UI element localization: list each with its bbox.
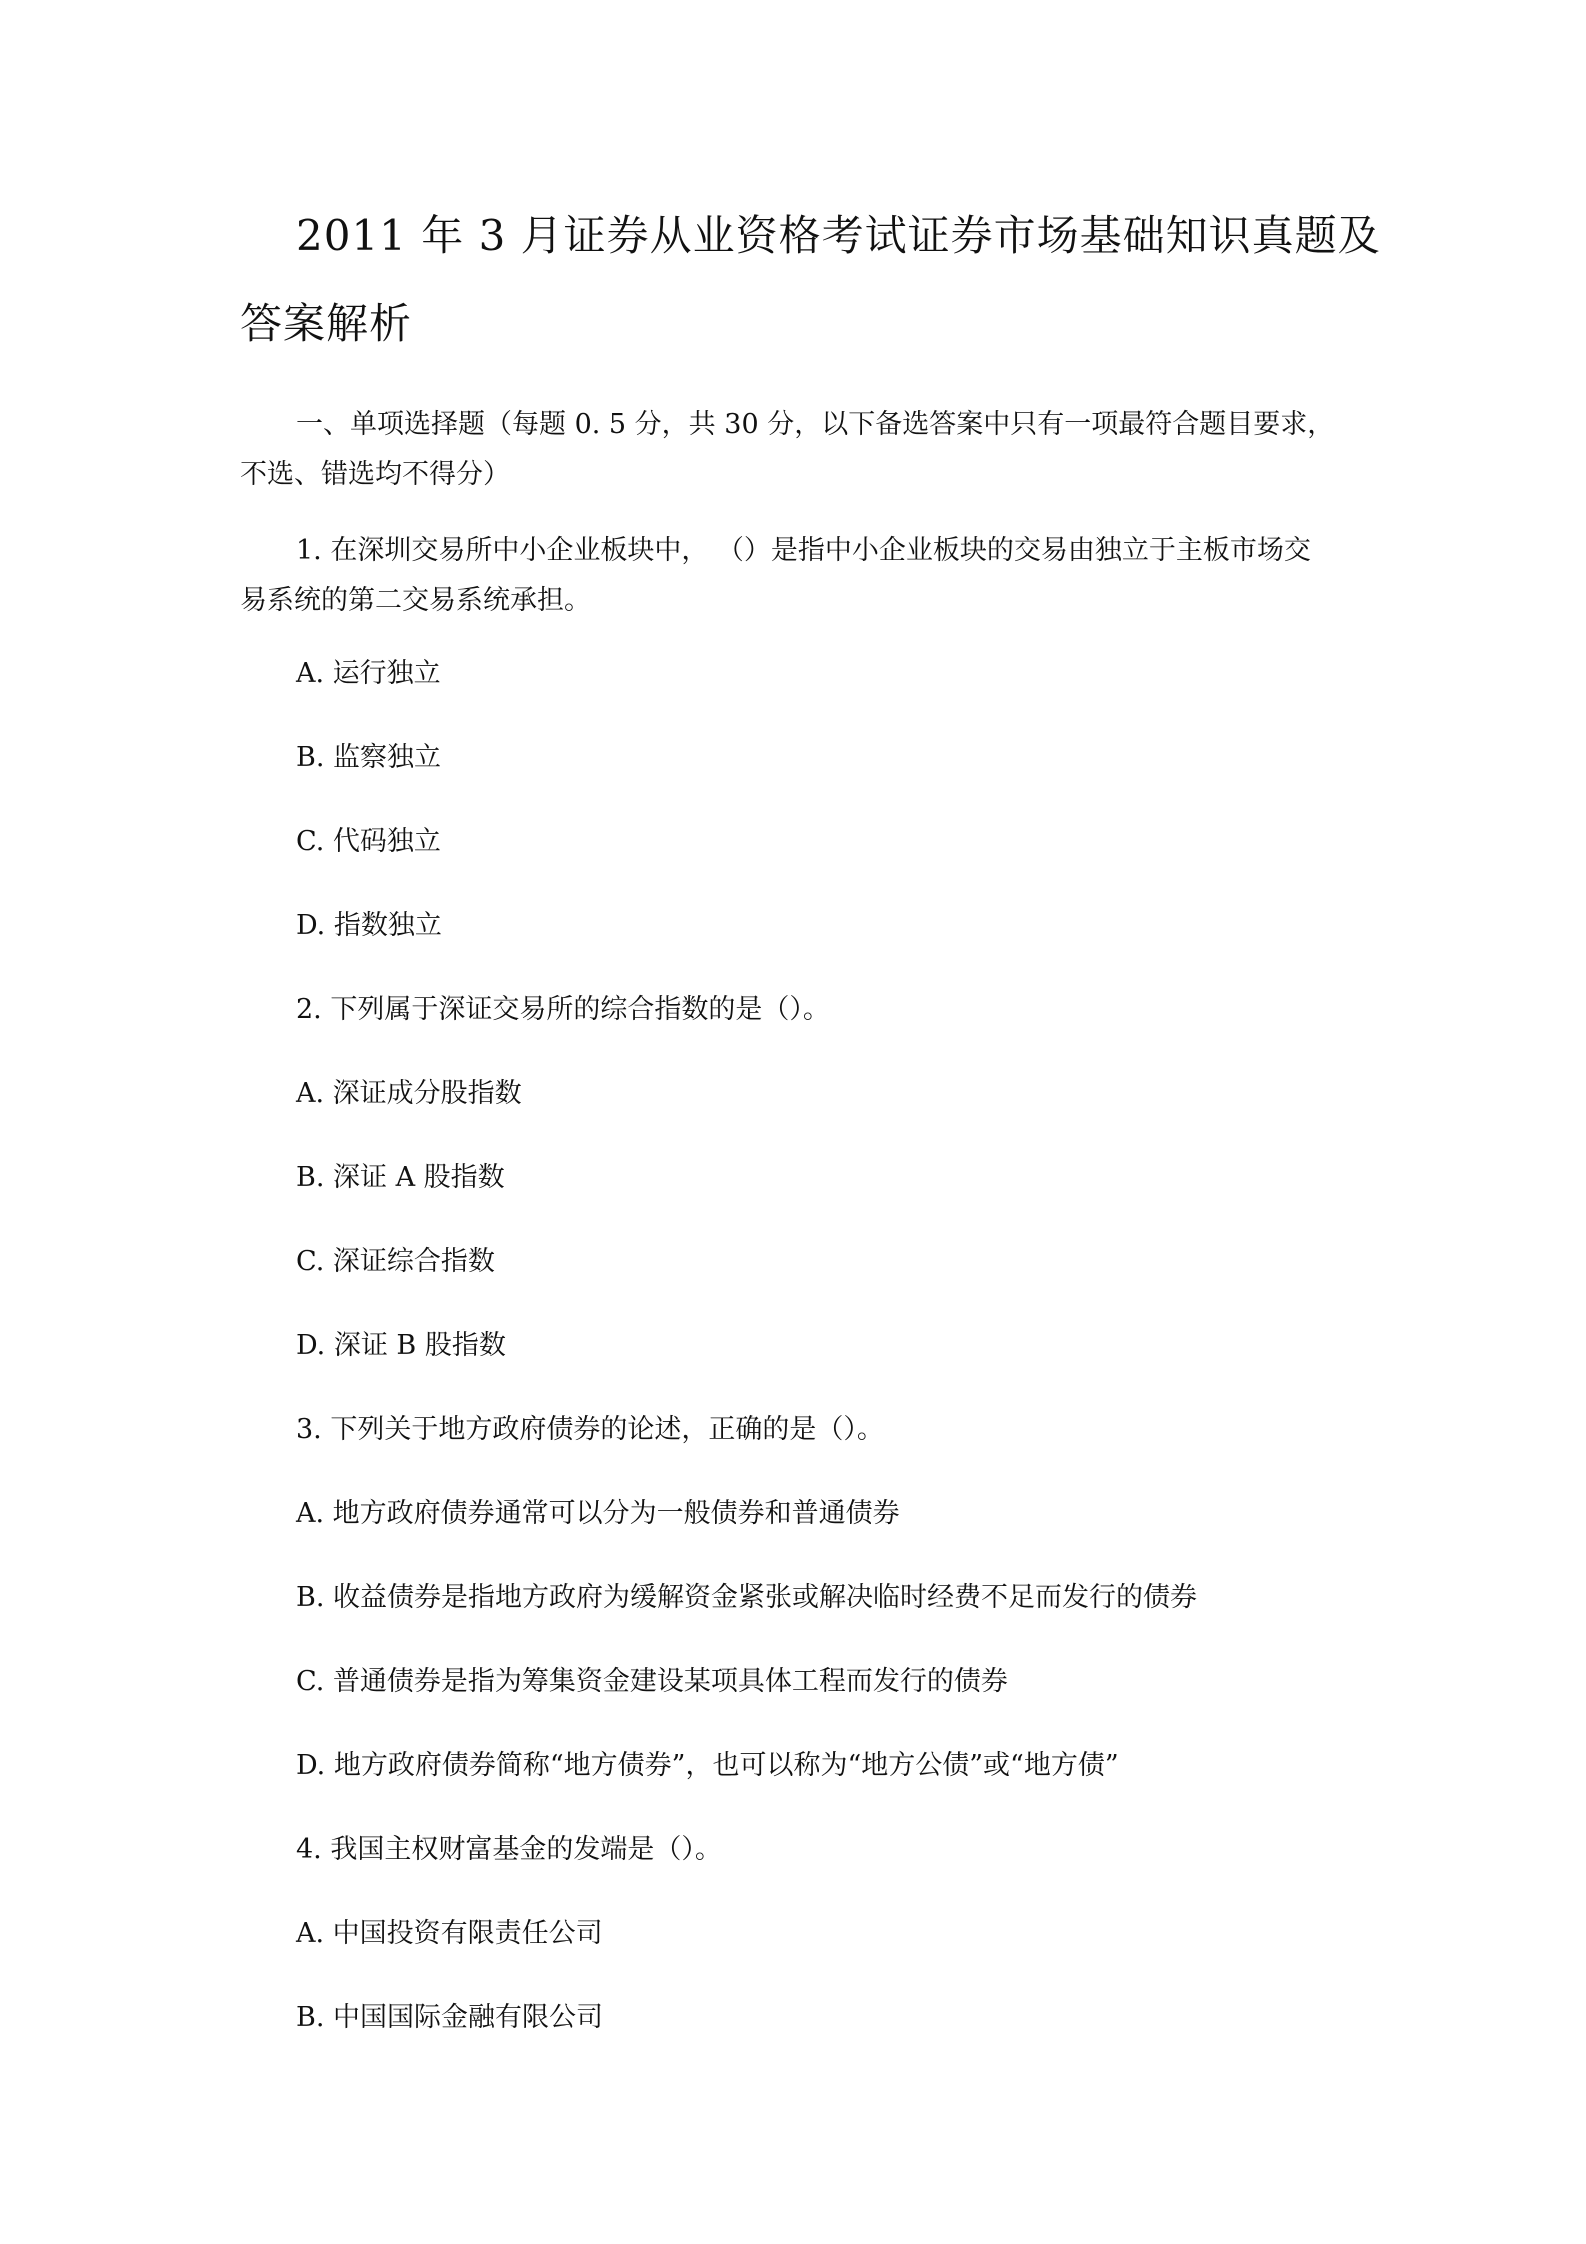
- question-4-option-b: B. 中国国际金融有限公司: [296, 2002, 604, 2033]
- title-line-1: 2011 年 3 月证券从业资格考试证券市场基础知识真题及: [296, 211, 1381, 260]
- question-1-option-a: A. 运行独立: [296, 658, 441, 689]
- question-1-option-c: C. 代码独立: [296, 826, 441, 857]
- question-4-stem: 4. 我国主权财富基金的发端是（）。: [296, 1834, 722, 1865]
- question-3-option-c: C. 普通债券是指为筹集资金建设某项具体工程而发行的债券: [296, 1666, 1008, 1697]
- document-title: [240, 192, 1381, 368]
- question-2-option-b: B. 深证 A 股指数: [296, 1162, 505, 1193]
- question-1-stem-line-1: 1. 在深圳交易所中小企业板块中， （）是指中小企业板块的交易由独立于主板市场交: [296, 535, 1311, 566]
- question-2-option-d: D. 深证 B 股指数: [296, 1330, 506, 1361]
- section-heading-line-1: 一、单项选择题（每题 0. 5 分，共 30 分，以下备选答案中只有一项最符合题目要求，: [296, 409, 1335, 440]
- question-3-option-d: D. 地方政府债券简称“地方债券”，也可以称为“地方公债”或“地方债”: [296, 1750, 1119, 1781]
- section-heading-line-2: 不选、错选均不得分）: [240, 459, 510, 490]
- question-1-stem-line-2: 易系统的第二交易系统承担。: [240, 585, 591, 616]
- question-3-option-a: A. 地方政府债券通常可以分为一般债券和普通债券: [296, 1498, 900, 1529]
- question-4-option-a: A. 中国投资有限责任公司: [296, 1918, 603, 1949]
- title-line-2: 答案解析: [240, 299, 413, 348]
- question-2-option-c: C. 深证综合指数: [296, 1246, 495, 1277]
- question-2-option-a: A. 深证成分股指数: [296, 1078, 522, 1109]
- question-1-option-b: B. 监察独立: [296, 742, 442, 773]
- question-2-stem: 2. 下列属于深证交易所的综合指数的是（）。: [296, 994, 830, 1025]
- section-heading: [240, 400, 1360, 500]
- question-3-option-b: B. 收益债券是指地方政府为缓解资金紧张或解决临时经费不足而发行的债券: [296, 1582, 1198, 1613]
- question-1-option-d: D. 指数独立: [296, 910, 442, 941]
- question-3-stem: 3. 下列关于地方政府债券的论述，正确的是（）。: [296, 1414, 884, 1445]
- question-1-stem: [240, 526, 1360, 626]
